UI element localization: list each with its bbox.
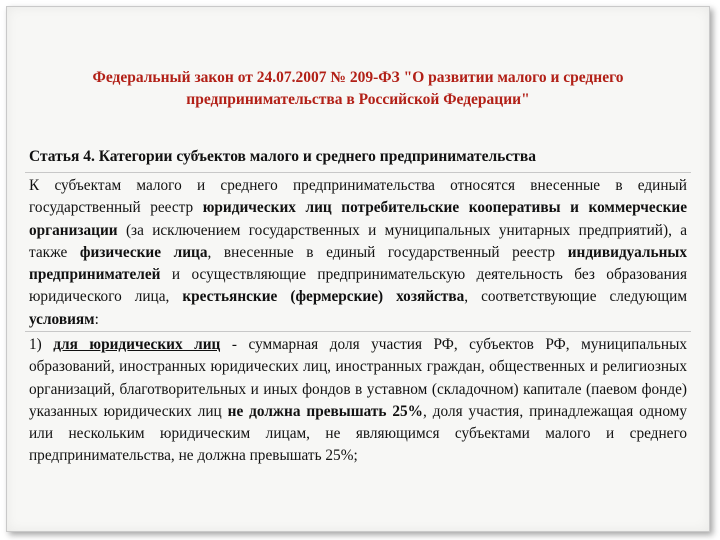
emphasis-run: физические лица (79, 243, 208, 261)
emphasis-run: для юридических лиц (53, 336, 221, 353)
emphasis-run: юридических лиц потребительские кооперативы и коммерческие организации (29, 199, 687, 239)
emphasis-run: условиям (29, 310, 95, 328)
emphasis-run: крестьянские (фермерские) хозяйства (182, 288, 465, 306)
slide (6, 6, 710, 532)
text-block-condition-1 (25, 331, 691, 468)
text-run: и осуществляющие предпринимательскую деятельность без образования юридического лица, (29, 266, 687, 306)
text-run: - суммарная доля участия РФ, субъектов РФ, муниципальных образований, иностранных юридических лиц, иностранных граждан, общественных и религиозных организаций, благотворительных и иных фондов в уставном (складочном) капитале (паевом фонде) указанных юридических лиц (29, 336, 687, 420)
article-heading: Статья 4. Категории субъектов малого и среднего предпринимательства (29, 148, 536, 165)
text-run: , доля участия, принадлежащая одному или нескольким юридическим лицам, не являющимся субъектами малого и среднего предпринимательства, не должна превышать 25%; (29, 402, 688, 465)
law-title: Федеральный закон от 24.07.2007 № 209-ФЗ "О развитии малого и среднего предпринимательства в Российской Федерации" (92, 69, 624, 108)
text-run: 1) (29, 336, 54, 353)
paragraph-definition (25, 173, 691, 331)
text-block-definition (25, 172, 691, 331)
text-run: : (94, 310, 99, 328)
paragraph-condition-1 (25, 332, 691, 468)
text-run: (за исключением государственных и муниципальных унитарных предприятий), а также (29, 221, 687, 261)
text-run: К субъектам малого и среднего предпринимательства относятся внесенные в единый государственный реестр (29, 177, 687, 217)
text-run: , соответствующие следующим (464, 288, 687, 306)
text-run: , внесенные в единый государственный реестр (207, 243, 568, 261)
emphasis-run: не должна превышать 25% (227, 402, 423, 420)
emphasis-run: индивидуальных предпринимателей (29, 243, 687, 284)
